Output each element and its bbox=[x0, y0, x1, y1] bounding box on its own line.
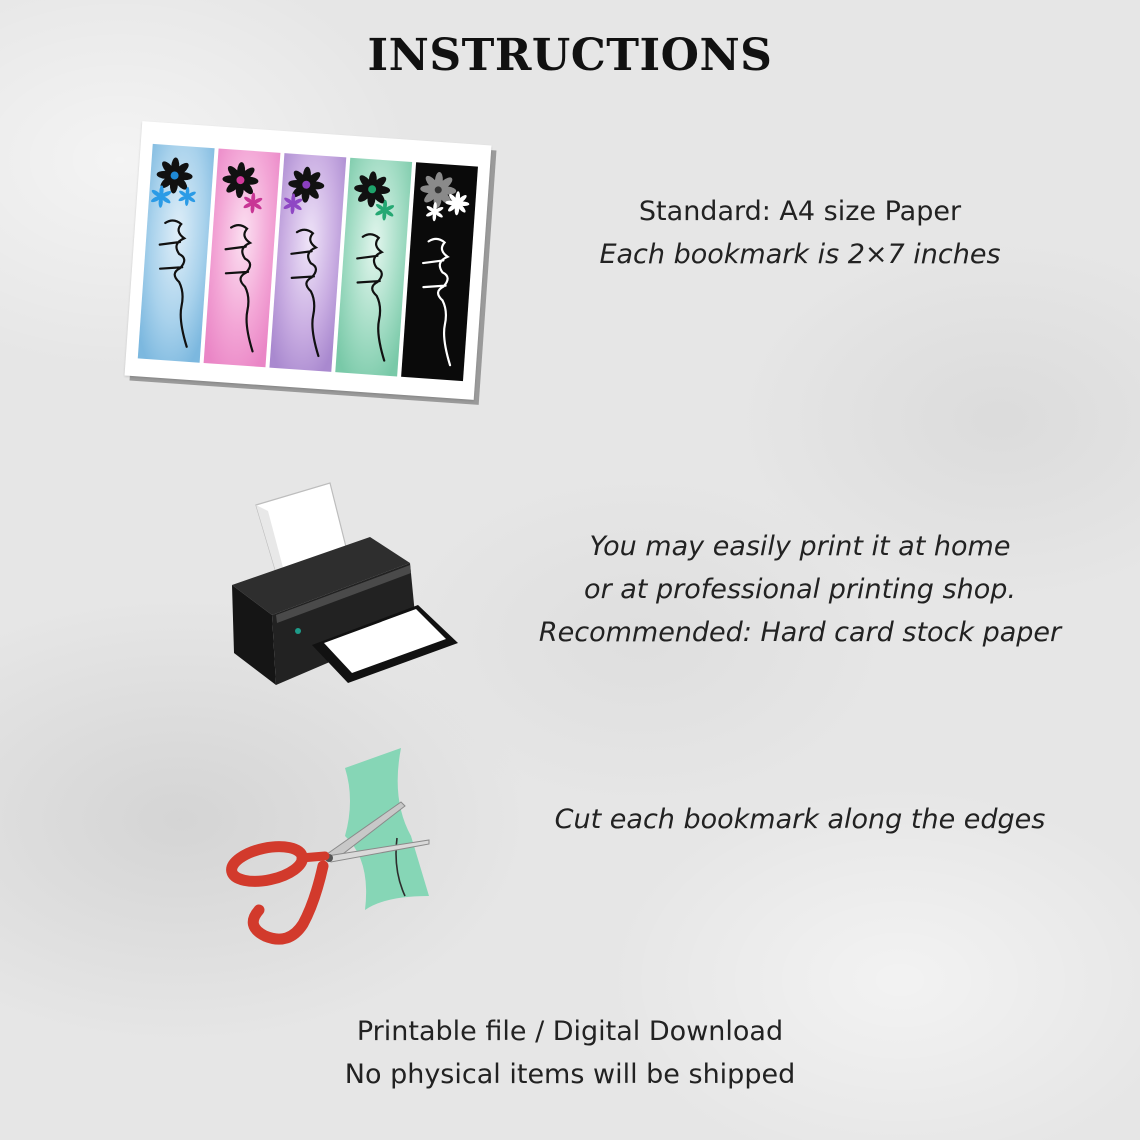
page-title: INSTRUCTIONS bbox=[367, 30, 773, 81]
power-light bbox=[295, 628, 301, 634]
bookmark-sheet-illustration bbox=[128, 128, 508, 408]
printing-info bbox=[490, 525, 1110, 654]
cut-instruction-text: Cut each bookmark along the edges bbox=[554, 804, 1046, 835]
scissors-icon bbox=[215, 740, 445, 960]
bookmark-sheet bbox=[125, 121, 492, 400]
bookmarks-graphic bbox=[125, 121, 492, 400]
bookmark-size-text: Each bookmark is 2×7 inches bbox=[599, 239, 1001, 270]
cutting-info bbox=[490, 798, 1110, 841]
no-shipping-text: No physical items will be shipped bbox=[344, 1059, 796, 1090]
paper-recommendation-text: Recommended: Hard card stock paper bbox=[538, 617, 1062, 648]
print-shop-text: or at professional printing shop. bbox=[584, 574, 1016, 605]
digital-download-text: Printable file / Digital Download bbox=[356, 1016, 784, 1047]
print-home-text: You may easily print it at home bbox=[589, 531, 1011, 562]
printer-icon bbox=[220, 475, 465, 700]
paper-standard-text: Standard: A4 size Paper bbox=[638, 196, 962, 227]
paper-size-info bbox=[560, 190, 1040, 276]
download-notice bbox=[270, 1010, 870, 1096]
